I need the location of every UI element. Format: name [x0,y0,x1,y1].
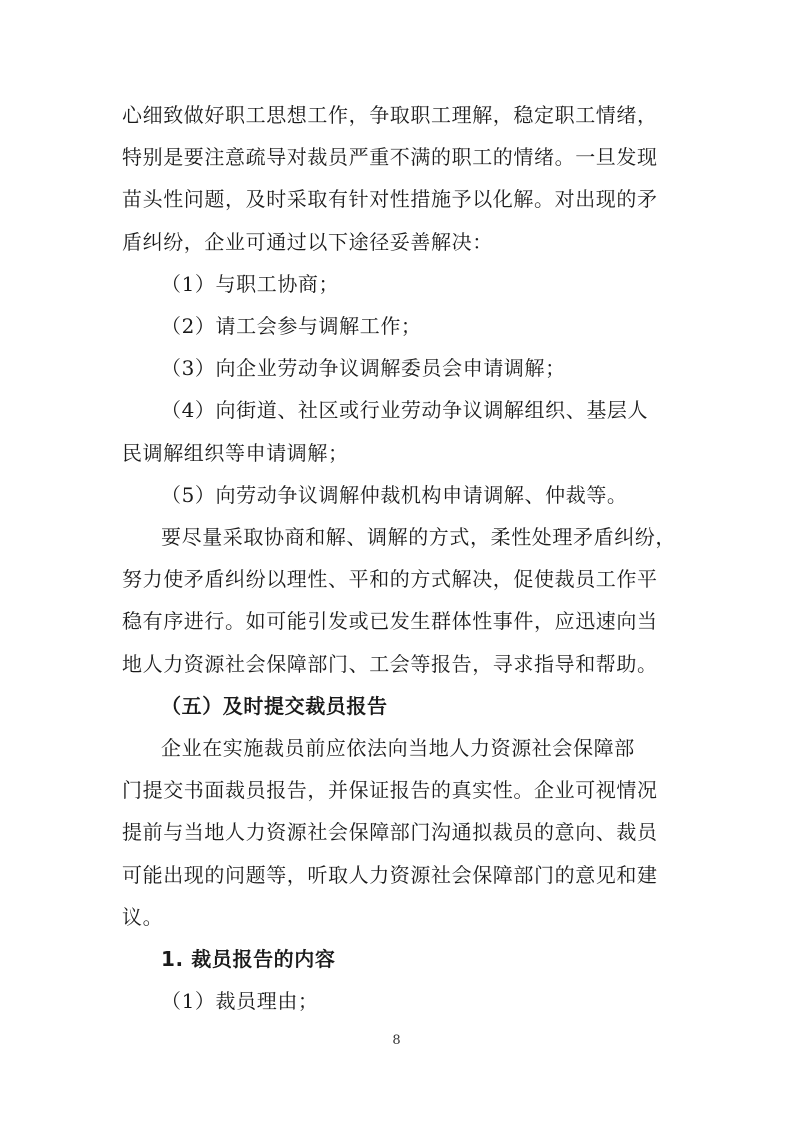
list-item-2: （2）请工会参与调解工作； [161,314,422,338]
list-item-6: （1）裁员理由； [161,989,319,1014]
body-line-11: 提前与当地人力资源社会保障部门沟通拟裁员的意向、裁员 [122,820,658,845]
list-item-4-continued: 民调解组织等申请调解； [122,440,349,465]
list-item-1: （1）与职工协商； [161,271,340,296]
body-line-10: 门提交书面裁员报告，并保证报告的真实性。企业可视情况 [122,778,658,803]
body-line-9: 企业在实施裁员前应依法向当地人力资源社会保障部 [161,736,635,760]
body-line-13: 议。 [122,904,164,929]
list-item-4: （4）向街道、社区或行业劳动争议调解组织、基层人 [161,398,649,423]
body-line-7: 稳有序进行。如可能引发或已发生群体性事件，应迅速向当 [122,609,658,634]
body-line-5: 要尽量采取协商和解、调解的方式，柔性处理矛盾纠纷， [161,525,676,549]
body-line-6: 努力使矛盾纠纷以理性、平和的方式解决，促使裁员工作平 [122,567,658,592]
body-line-12: 可能出现的问题等，听取人力资源社会保障部门的意见和建 [122,862,658,887]
list-item-5: （5）向劳动争议调解仲裁机构申请调解、仲裁等。 [161,482,628,507]
body-line-1: 心细致做好职工思想工作，争取职工理解，稳定职工情绪， [122,103,658,127]
body-line-4: 盾纠纷，企业可通过以下途径妥善解决： [122,229,493,254]
body-line-8: 地人力资源社会保障部门、工会等报告，寻求指导和帮助。 [122,651,658,676]
list-item-3: （3）向企业劳动争议调解委员会申请调解； [161,356,566,381]
body-line-2: 特别是要注意疏导对裁员严重不满的职工的情绪。一旦发现 [122,145,658,170]
page-number: 8 [392,1033,401,1048]
body-line-3: 苗头性问题，及时采取有针对性措施予以化解。对出现的矛 [122,187,658,212]
section-heading: （五）及时提交裁员报告 [161,693,388,718]
subsection-heading: 1. 裁员报告的内容 [161,947,336,971]
